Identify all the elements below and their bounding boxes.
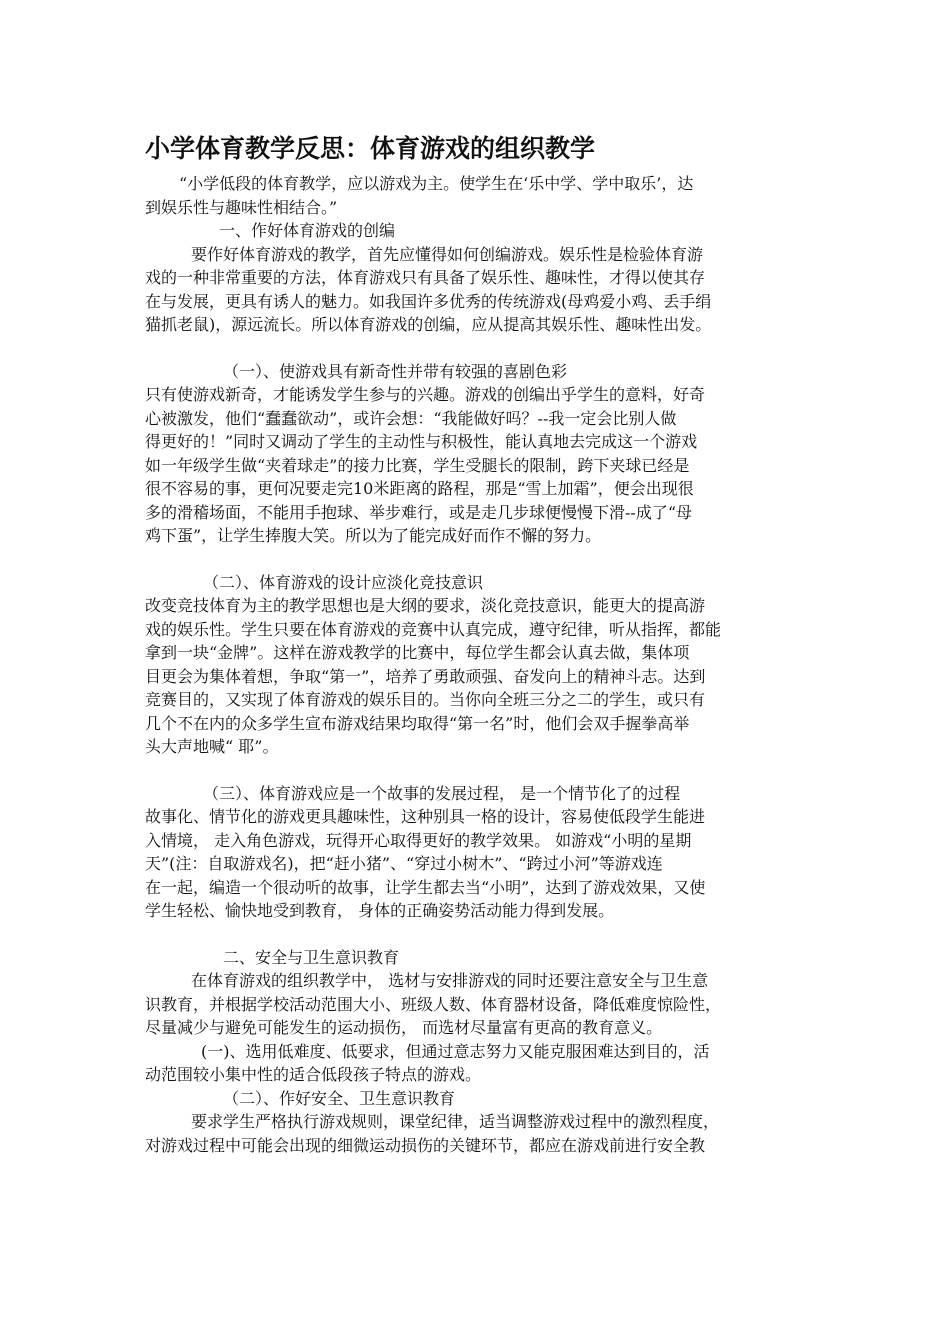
text-line: 改变竞技体育为主的教学思想也是大纲的要求，淡化竞技意识，能更大的提高游 <box>145 596 706 615</box>
text-line: （二）、体育游戏的设计应淡化竞技意识 <box>203 572 484 592</box>
text-line: 对游戏过程中可能会出现的细微运动损伤的关键环节，都应在游戏前进行安全教 <box>145 1135 706 1155</box>
text-line: 要求学生严格执行游戏规则，课堂纪律，适当调整游戏过程中的激烈程度， <box>191 1112 720 1131</box>
text-line: 鸡下蛋”，让学生捧腹大笑。所以为了能完成好而作不懈的努力。 <box>145 526 602 545</box>
text-line: 头大声地喊“ 耶”。 <box>145 737 279 756</box>
text-line: （三）、体育游戏应是一个故事的发展过程， 是一个情节化了的过程 <box>203 783 681 803</box>
text-line: 很不容易的事，更何况要走完10米距离的路程，那是“雪上加霜”，便会出现很 <box>145 479 694 498</box>
text-line: （一）、使游戏具有新奇性并带有较强的喜剧色彩 <box>223 361 568 381</box>
paragraph-gap <box>145 337 815 360</box>
text-line: 如一年级学生做“夹着球走”的接力比赛，学生受腿长的限制，跨下夹球已经是 <box>145 455 690 475</box>
text-line: 戏的娱乐性。学生只要在体育游戏的竞赛中认真完成，遵守纪律，听从指挥，都能 <box>145 619 722 639</box>
text-line: 天”(注：自取游戏名)，把“赶小猪”、“穿过小树木”、“跨过小河”等游戏连 <box>145 854 663 873</box>
text-line: 只有使游戏新奇，才能诱发学生参与的兴趣。游戏的创编出乎学生的意料，好奇 <box>145 385 706 404</box>
text-line: 故事化、情节化的游戏更具趣味性，这种别具一格的设计，容易使低段学生能进 <box>145 807 706 826</box>
text-line: 到娱乐性与趣味性相结合。” <box>145 197 338 217</box>
text-line: 心被激发，他们“蠢蠢欲动”，或许会想：“我能做好吗？--我一定会比别人做 <box>145 408 677 428</box>
text-line: 二、安全与卫生意识教育 <box>223 947 400 967</box>
text-line: 拿到一块“金牌”。这样在游戏教学的比赛中，每位学生都会认真去做，集体项 <box>145 643 690 662</box>
paragraph-gap <box>145 759 815 782</box>
paragraph-gap <box>145 548 815 571</box>
text-line: 动范围较小集中性的适合低段孩子特点的游戏。 <box>145 1065 482 1084</box>
text-line: 在一起，编造一个很动听的故事，让学生都去当“小明”，达到了游戏效果，又使 <box>145 877 706 897</box>
text-line: 竞赛目的，又实现了体育游戏的娱乐目的。当你向全班三分之二的学生，或只有 <box>145 690 706 709</box>
text-line: 多的滑稽场面，不能用手抱球、举步难行，或是走几步球便慢慢下滑--成了“母 <box>145 502 692 522</box>
document-body <box>145 172 815 1157</box>
text-line: 要作好体育游戏的教学，首先应懂得如何创编游戏。娱乐性是检验体育游 <box>191 244 704 264</box>
text-line: 目更会为集体着想，争取“第一”，培养了勇敢顽强、奋发向上的精神斗志。达到 <box>145 666 706 686</box>
text-line: （二）、作好安全、卫生意识教育 <box>223 1088 456 1108</box>
text-line: (一)、选用低难度、低要求，但通过意志努力又能克服困难达到目的，活 <box>201 1041 710 1061</box>
text-line: 一、作好体育游戏的创编 <box>219 221 396 240</box>
text-line: 学生轻松、愉快地受到教育， 身体的正确姿势活动能力得到发展。 <box>145 901 615 920</box>
document-content <box>145 132 815 1157</box>
text-line: 入情境， 走入角色游戏，玩得开心取得更好的教学效果。 如游戏“小明的星期 <box>145 830 692 850</box>
text-line: 在与发展，更具有诱人的魅力。如我国许多优秀的传统游戏(母鸡爱小鸡、丢手绢 <box>145 291 712 311</box>
text-line: 戏的一种非常重要的方法，体育游戏只有具备了娱乐性、趣味性，才得以使其存 <box>145 268 706 287</box>
text-line: 识教育，并根据学校活动范围大小、班级人数、体育器材设备，降低难度惊险性， <box>145 994 722 1014</box>
text-line: 几个不在内的众多学生宣布游戏结果均取得“第一名”时，他们会双手握拳高举 <box>145 713 690 733</box>
paragraph-gap <box>145 923 815 946</box>
text-line: 尽量减少与避免可能发生的运动损伤， 而选材尽量富有更高的教育意义。 <box>145 1018 663 1037</box>
text-line: 猫抓老鼠)，源远流长。所以体育游戏的创编，应从提高其娱乐性、趣味性出发。 <box>145 315 712 334</box>
document-title: 小学体育教学反思：体育游戏的组织教学 <box>145 134 596 163</box>
text-line: 得更好的！”同时又调动了学生的主动性与积极性，能认真地去完成这一个游戏 <box>145 432 698 451</box>
text-line: “小学低段的体育教学，应以游戏为主。使学生在‘乐中学、学中取乐’，达 <box>179 174 694 193</box>
text-line: 在体育游戏的组织教学中， 选材与安排游戏的同时还要注意安全与卫生意 <box>191 971 709 990</box>
